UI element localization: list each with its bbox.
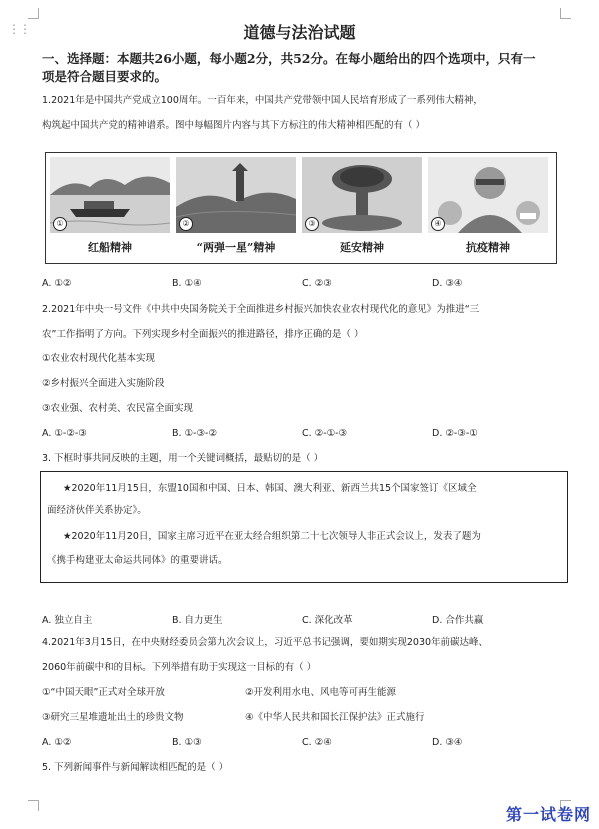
q3-option-c[interactable]: C. 深化改革 [302,615,353,626]
q2-option-c[interactable]: C. ②-①-③ [302,428,348,439]
q4-option-d[interactable]: D. ③④ [432,737,463,748]
q4-stem-line2: 2060年前碳中和的目标。下列举措有助于实现这一目标的有（ ） [42,662,317,673]
q1-option-d[interactable]: D. ③④ [432,278,463,289]
watermark-logo: 第一试卷网 [505,805,591,824]
q2-option-a[interactable]: A. ①-②-③ [42,428,87,439]
pandemic-heroes-photo-icon [428,157,548,233]
q3-stem: 3. 下框时事共同反映的主题，用一个关键词概括，最贴切的是（ ） [42,453,324,464]
q2-option-b[interactable]: B. ①-③-② [172,428,217,439]
q1-stem-line2: 构筑起中国共产党的精神谱系。图中每幅图片内容与其下方标注的伟大精神相匹配的有（ ） [42,120,426,131]
q3-box-text: 面经济伙伴关系协定》。 [47,505,147,516]
q4-option-c[interactable]: C. ②④ [302,737,332,748]
image-label: 延安精神 [340,241,384,254]
q3-option-a[interactable]: A. 独立自主 [42,615,93,626]
q3-option-b[interactable]: B. 自力更生 [172,615,223,626]
image-number: ② [179,217,193,231]
q1-option-c[interactable]: C. ②③ [302,278,332,289]
q2-item: ②乡村振兴全面进入实施阶段 [42,378,165,389]
section-heading-line2: 项是符合题目要求的。 [42,69,168,84]
q1-option-b[interactable]: B. ①④ [172,278,202,289]
page-title: 道德与法治试题 [243,23,356,42]
image-label: 抗疫精神 [466,241,510,254]
q4-item: ③研究三星堆遗址出土的珍贵文物 [42,712,184,723]
q5-stem: 5. 下列新闻事件与新闻解读相匹配的是（ ） [42,762,229,773]
image-number: ① [53,217,67,231]
image-label: 红船精神 [88,241,132,254]
q2-option-d[interactable]: D. ②-③-① [432,428,478,439]
q3-box-text: ★2020年11月20日，国家主席习近平在亚太经合组织第二十七次领导人非正式会议上，发表了题为 [63,531,481,542]
q3-box-text: ★2020年11月15日，东盟10国和中国、日本、韩国、澳大利亚、新西兰共15个国家签订《区域全 [63,483,477,494]
pagoda-photo-icon [176,157,296,233]
image-label: “两弹一星”精神 [196,241,276,254]
q2-item: ③农业强、农村美、农民富全面实现 [42,403,194,414]
q1-stem-line1: 1.2021年是中国共产党成立100周年。一百年来，中国共产党带领中国人民培育形成了一系列伟大精神， [42,95,483,106]
q4-option-a[interactable]: A. ①② [42,737,72,748]
red-boat-photo-icon [50,157,170,233]
q2-stem-line2: 农”工作指明了方向。下列实现乡村全面振兴的推进路径，排序正确的是（ ） [42,329,364,340]
q4-option-b[interactable]: B. ①③ [172,737,202,748]
crop-mark [560,8,571,19]
q2-item: ①农业农村现代化基本实现 [42,353,156,364]
q4-item: ②开发利用水电、风电等可再生能源 [245,687,397,698]
mushroom-cloud-photo-icon [302,157,422,233]
image-number: ④ [431,217,445,231]
crop-mark [28,800,39,811]
q3-option-d[interactable]: D. 合作共赢 [432,615,484,626]
q1-image-row [45,152,557,264]
section-heading-line1: 一、选择题：本题共26小题，每小题2分，共52分。在每小题给出的四个选项中，只有一 [42,51,536,66]
q1-option-a[interactable]: A. ①② [42,278,72,289]
q3-news-box [40,471,568,583]
q4-item: ④《中华人民共和国长江保护法》正式施行 [245,712,425,723]
image-number: ③ [305,217,319,231]
drag-handle-icon[interactable]: ⋮⋮ [8,22,30,36]
q2-stem-line1: 2.2021年中央一号文件《中共中央国务院关于全面推进乡村振兴加快农业农村现代化的意见》为推进“三 [42,304,480,315]
q4-stem-line1: 4.2021年3月15日，在中央财经委员会第九次会议上，习近平总书记强调，要如期实现2030年前碳达峰、 [42,637,489,648]
q4-item: ①“中国天眼”正式对全球开放 [42,687,165,698]
q3-box-text: 《携手构建亚太命运共同体》的重要讲话。 [47,555,228,566]
crop-mark [28,8,39,19]
